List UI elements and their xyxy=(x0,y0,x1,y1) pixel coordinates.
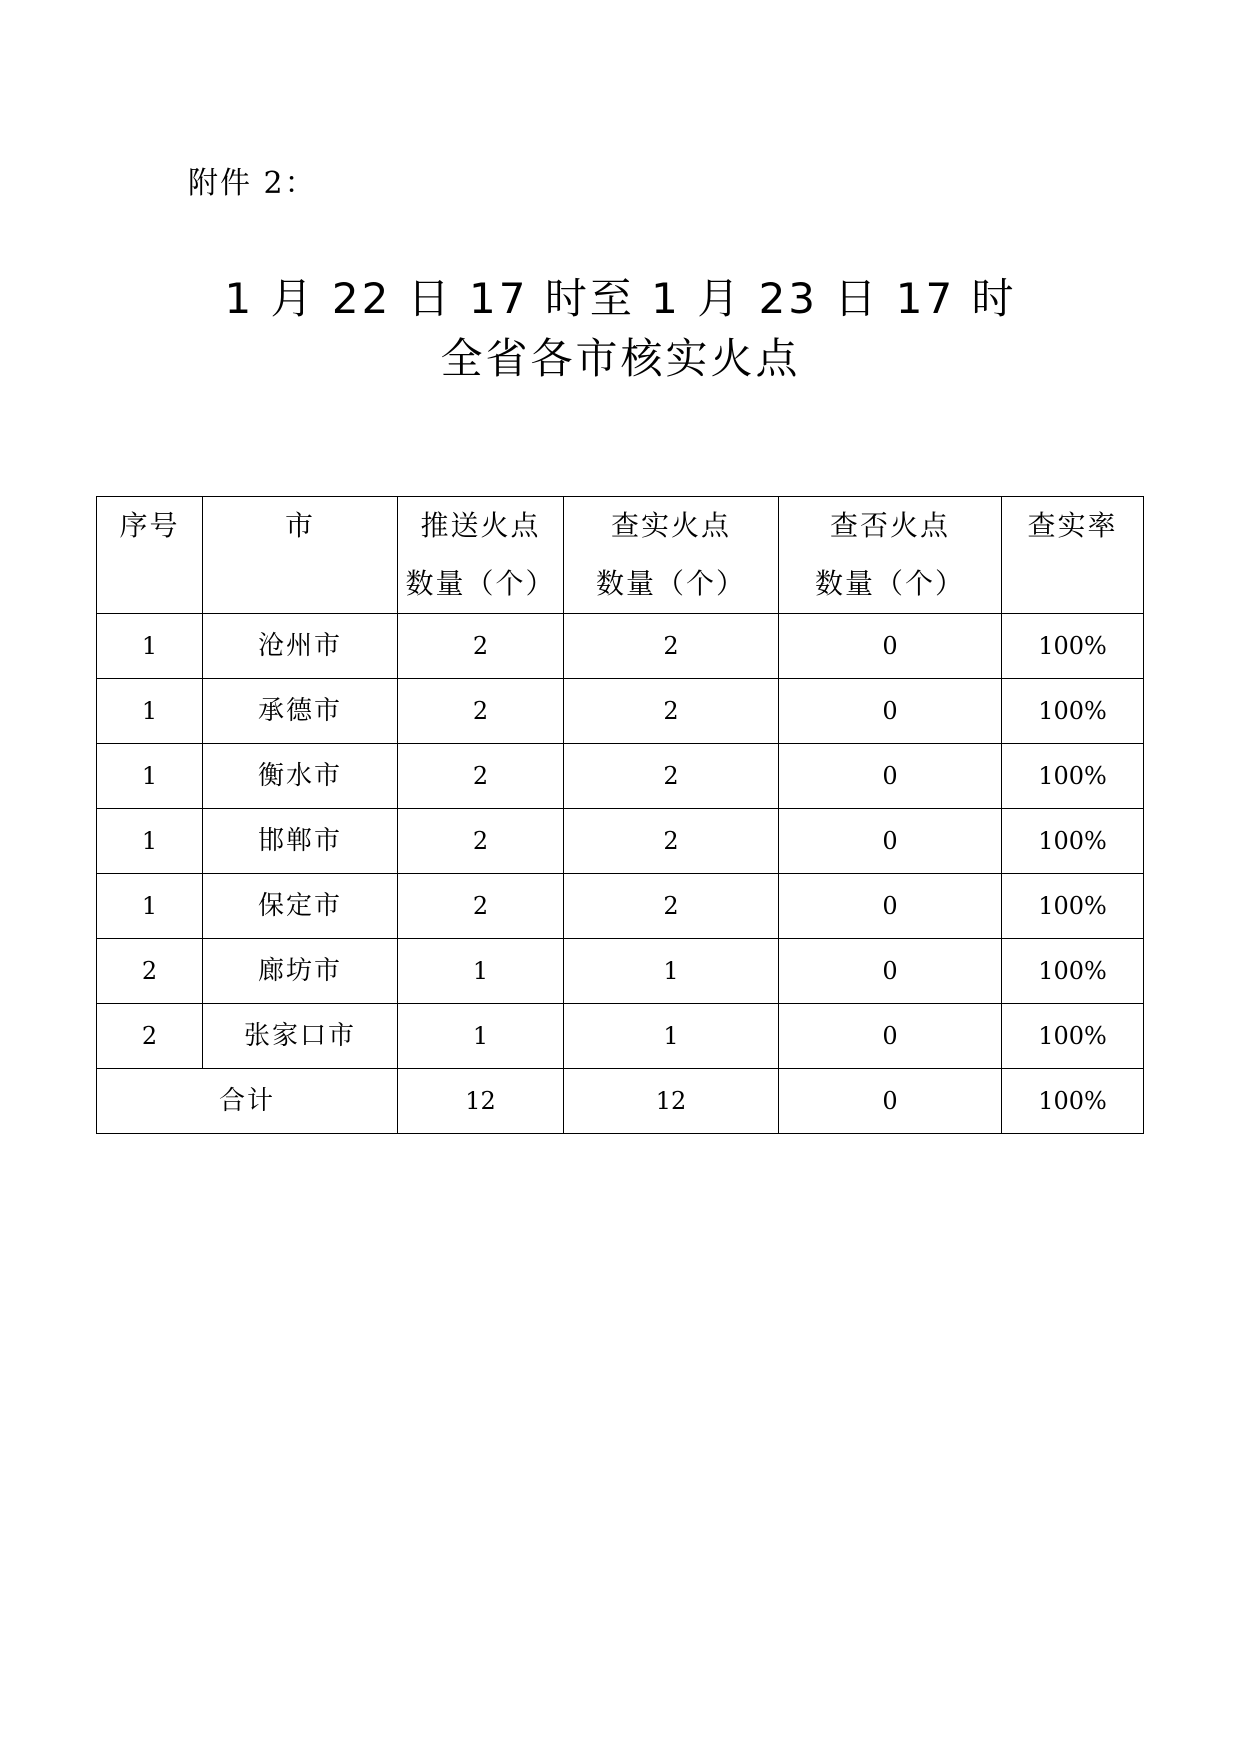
cell-city: 邯郸市 xyxy=(203,809,398,874)
cell-pushed: 1 xyxy=(398,939,564,1004)
cell-total-verified: 12 xyxy=(564,1069,779,1134)
header-rate-line-1: 查实率 xyxy=(1027,509,1118,542)
header-pushed-line-1: 推送火点 xyxy=(420,509,541,542)
cell-pushed: 2 xyxy=(398,809,564,874)
cell-city: 沧州市 xyxy=(203,614,398,679)
cell-index: 1 xyxy=(97,874,203,939)
header-city xyxy=(203,497,398,614)
cell-pushed: 2 xyxy=(398,679,564,744)
cell-pushed: 2 xyxy=(398,614,564,679)
table-total-row xyxy=(97,1069,1144,1134)
header-rejected xyxy=(779,497,1002,614)
header-pushed xyxy=(398,497,564,614)
cell-rejected: 0 xyxy=(779,744,1002,809)
cell-rate: 100% xyxy=(1002,614,1144,679)
cell-verified: 1 xyxy=(564,1004,779,1069)
cell-city: 承德市 xyxy=(203,679,398,744)
table-row xyxy=(97,939,1144,1004)
cell-rejected: 0 xyxy=(779,874,1002,939)
document-title-line-1: 1 月 22 日 17 时至 1 月 23 日 17 时 xyxy=(224,274,1017,323)
cell-rejected: 0 xyxy=(779,679,1002,744)
table-row xyxy=(97,614,1144,679)
cell-index: 2 xyxy=(97,1004,203,1069)
cell-verified: 1 xyxy=(564,939,779,1004)
cell-rate: 100% xyxy=(1002,809,1144,874)
cell-verified: 2 xyxy=(564,744,779,809)
cell-city: 衡水市 xyxy=(203,744,398,809)
header-verified-line-2: 数量（个） xyxy=(595,567,746,600)
cell-index: 1 xyxy=(97,809,203,874)
table-row xyxy=(97,1004,1144,1069)
cell-verified: 2 xyxy=(564,614,779,679)
cell-verified: 2 xyxy=(564,874,779,939)
header-rejected-line-1: 查否火点 xyxy=(829,509,950,542)
table-header-row xyxy=(97,497,1144,614)
cell-rate: 100% xyxy=(1002,939,1144,1004)
table-row xyxy=(97,679,1144,744)
cell-index: 1 xyxy=(97,679,203,744)
cell-index: 1 xyxy=(97,614,203,679)
table-row xyxy=(97,744,1144,809)
cell-index: 2 xyxy=(97,939,203,1004)
cell-total-label: 合计 xyxy=(97,1069,398,1134)
cell-pushed: 1 xyxy=(398,1004,564,1069)
cell-city: 张家口市 xyxy=(203,1004,398,1069)
header-index xyxy=(97,497,203,614)
cell-pushed: 2 xyxy=(398,874,564,939)
cell-rate: 100% xyxy=(1002,1004,1144,1069)
cell-rate: 100% xyxy=(1002,679,1144,744)
attachment-label: 附件 2： xyxy=(188,166,317,201)
cell-rejected: 0 xyxy=(779,939,1002,1004)
fire-points-table xyxy=(96,496,1144,1134)
header-rejected-line-2: 数量（个） xyxy=(814,567,965,600)
cell-city: 保定市 xyxy=(203,874,398,939)
cell-rejected: 0 xyxy=(779,809,1002,874)
cell-verified: 2 xyxy=(564,679,779,744)
cell-rate: 100% xyxy=(1002,874,1144,939)
header-verified-line-1: 查实火点 xyxy=(610,509,731,542)
header-city-line-1: 市 xyxy=(284,509,315,542)
cell-verified: 2 xyxy=(564,809,779,874)
cell-index: 1 xyxy=(97,744,203,809)
cell-total-rejected: 0 xyxy=(779,1069,1002,1134)
cell-rejected: 0 xyxy=(779,1004,1002,1069)
header-pushed-line-2: 数量（个） xyxy=(405,567,556,600)
table-row xyxy=(97,809,1144,874)
header-verified xyxy=(564,497,779,614)
cell-rejected: 0 xyxy=(779,614,1002,679)
cell-total-rate: 100% xyxy=(1002,1069,1144,1134)
table-row xyxy=(97,874,1144,939)
header-index-line-1: 序号 xyxy=(119,509,180,542)
cell-city: 廊坊市 xyxy=(203,939,398,1004)
document-title-line-2: 全省各市核实火点 xyxy=(440,334,801,383)
cell-pushed: 2 xyxy=(398,744,564,809)
cell-rate: 100% xyxy=(1002,744,1144,809)
header-rate xyxy=(1002,497,1144,614)
cell-total-pushed: 12 xyxy=(398,1069,564,1134)
